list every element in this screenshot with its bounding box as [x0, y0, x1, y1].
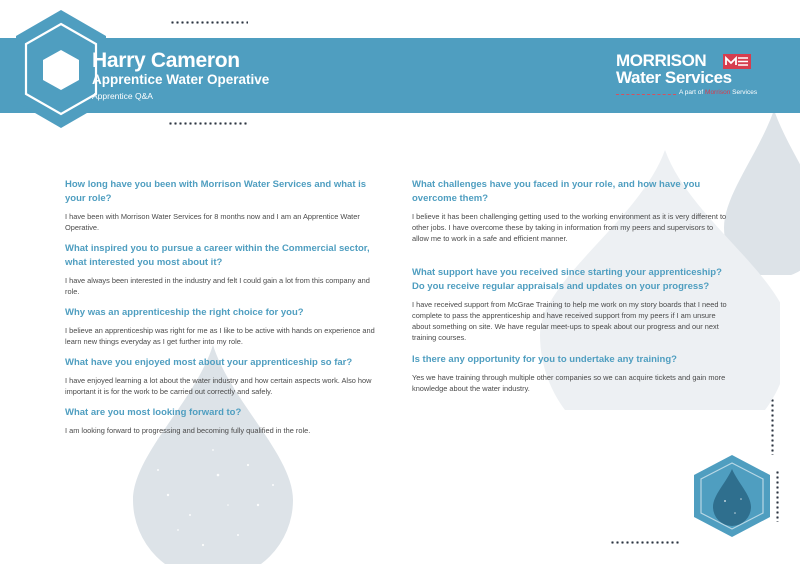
logo-divider [616, 94, 676, 95]
logo-tagline-brand: Morrison [705, 89, 731, 96]
question: What have you enjoyed most about your apprenticeship so far? [65, 357, 353, 368]
qa-item [412, 353, 730, 394]
question: What challenges have you faced in your role, and how have you overcome them? [412, 179, 701, 204]
page-subtitle: Apprentice Q&A [92, 91, 153, 101]
qa-item [65, 306, 381, 347]
logo-tagline [679, 89, 757, 96]
dotted-divider [168, 122, 248, 125]
answer: I have received support from McGrae Training to help me work on my story boards that I need to complete to pass the apprenticeship and have received support from my peers if I am unsure about something on site. We have regular meet-ups to speak about our progress and our next training courses. [412, 300, 727, 342]
question: What are you most looking forward to? [65, 407, 242, 418]
answer: I believe an apprenticeship was right for me as I like to be active with hands on experience and learn new things everyday as I get further into my role. [65, 326, 375, 346]
qa-item [65, 178, 381, 233]
answer: I believe it has been challenging getting used to the working environment as it is very different to other jobs. I have overcome these by taking in information from my peers and supervisors to allow me to work in a safe and efficient manner. [412, 212, 727, 243]
answer: I have been with Morrison Water Services for 8 months now and I am an Apprentice Water Operative. [65, 212, 360, 232]
qa-item [65, 356, 381, 397]
logo-line-1: MORRISON [616, 51, 707, 70]
job-title: Apprentice Water Operative [92, 72, 270, 87]
question: What support have you received since starting your apprenticeship? Do you receive regular appraisals and updates on your progress? [412, 267, 722, 292]
right-qa-column [412, 178, 730, 403]
qa-item [65, 242, 381, 297]
answer: Yes we have training through multiple other companies so we can acquire tickets and gain more knowledge about the water industry. [412, 373, 726, 393]
answer: I have enjoyed learning a lot about the water industry and how certain aspects work. Also how important it is for the work to be carried out correctly and safely. [65, 376, 372, 396]
answer: I am looking forward to progressing and becoming fully qualified in the role. [65, 426, 311, 435]
morrison-logo-icon [723, 54, 751, 69]
question: What inspired you to pursue a career within the Commercial sector, what interested you most about it? [65, 243, 370, 268]
logo-tagline-suffix: Services [732, 89, 758, 96]
logo-tagline-prefix: A part of [679, 89, 704, 96]
question: How long have you been with Morrison Water Services and what is your role? [65, 179, 367, 204]
qa-item [65, 406, 381, 436]
dotted-divider [610, 541, 680, 544]
dotted-divider [170, 21, 248, 24]
left-qa-column [65, 178, 381, 445]
qa-item [412, 178, 730, 244]
question: Why was an apprenticeship the right choice for you? [65, 307, 304, 318]
answer: I have always been interested in the industry and felt I could gain a lot from this company and role. [65, 276, 370, 296]
question: Is there any opportunity for you to undertake any training? [412, 354, 677, 365]
dotted-divider [776, 470, 779, 522]
qa-item [412, 266, 730, 343]
hexagon-water-drop-icon [691, 455, 773, 537]
page-title: Harry Cameron [92, 49, 240, 72]
logo-line-2: Water Services [616, 68, 732, 87]
